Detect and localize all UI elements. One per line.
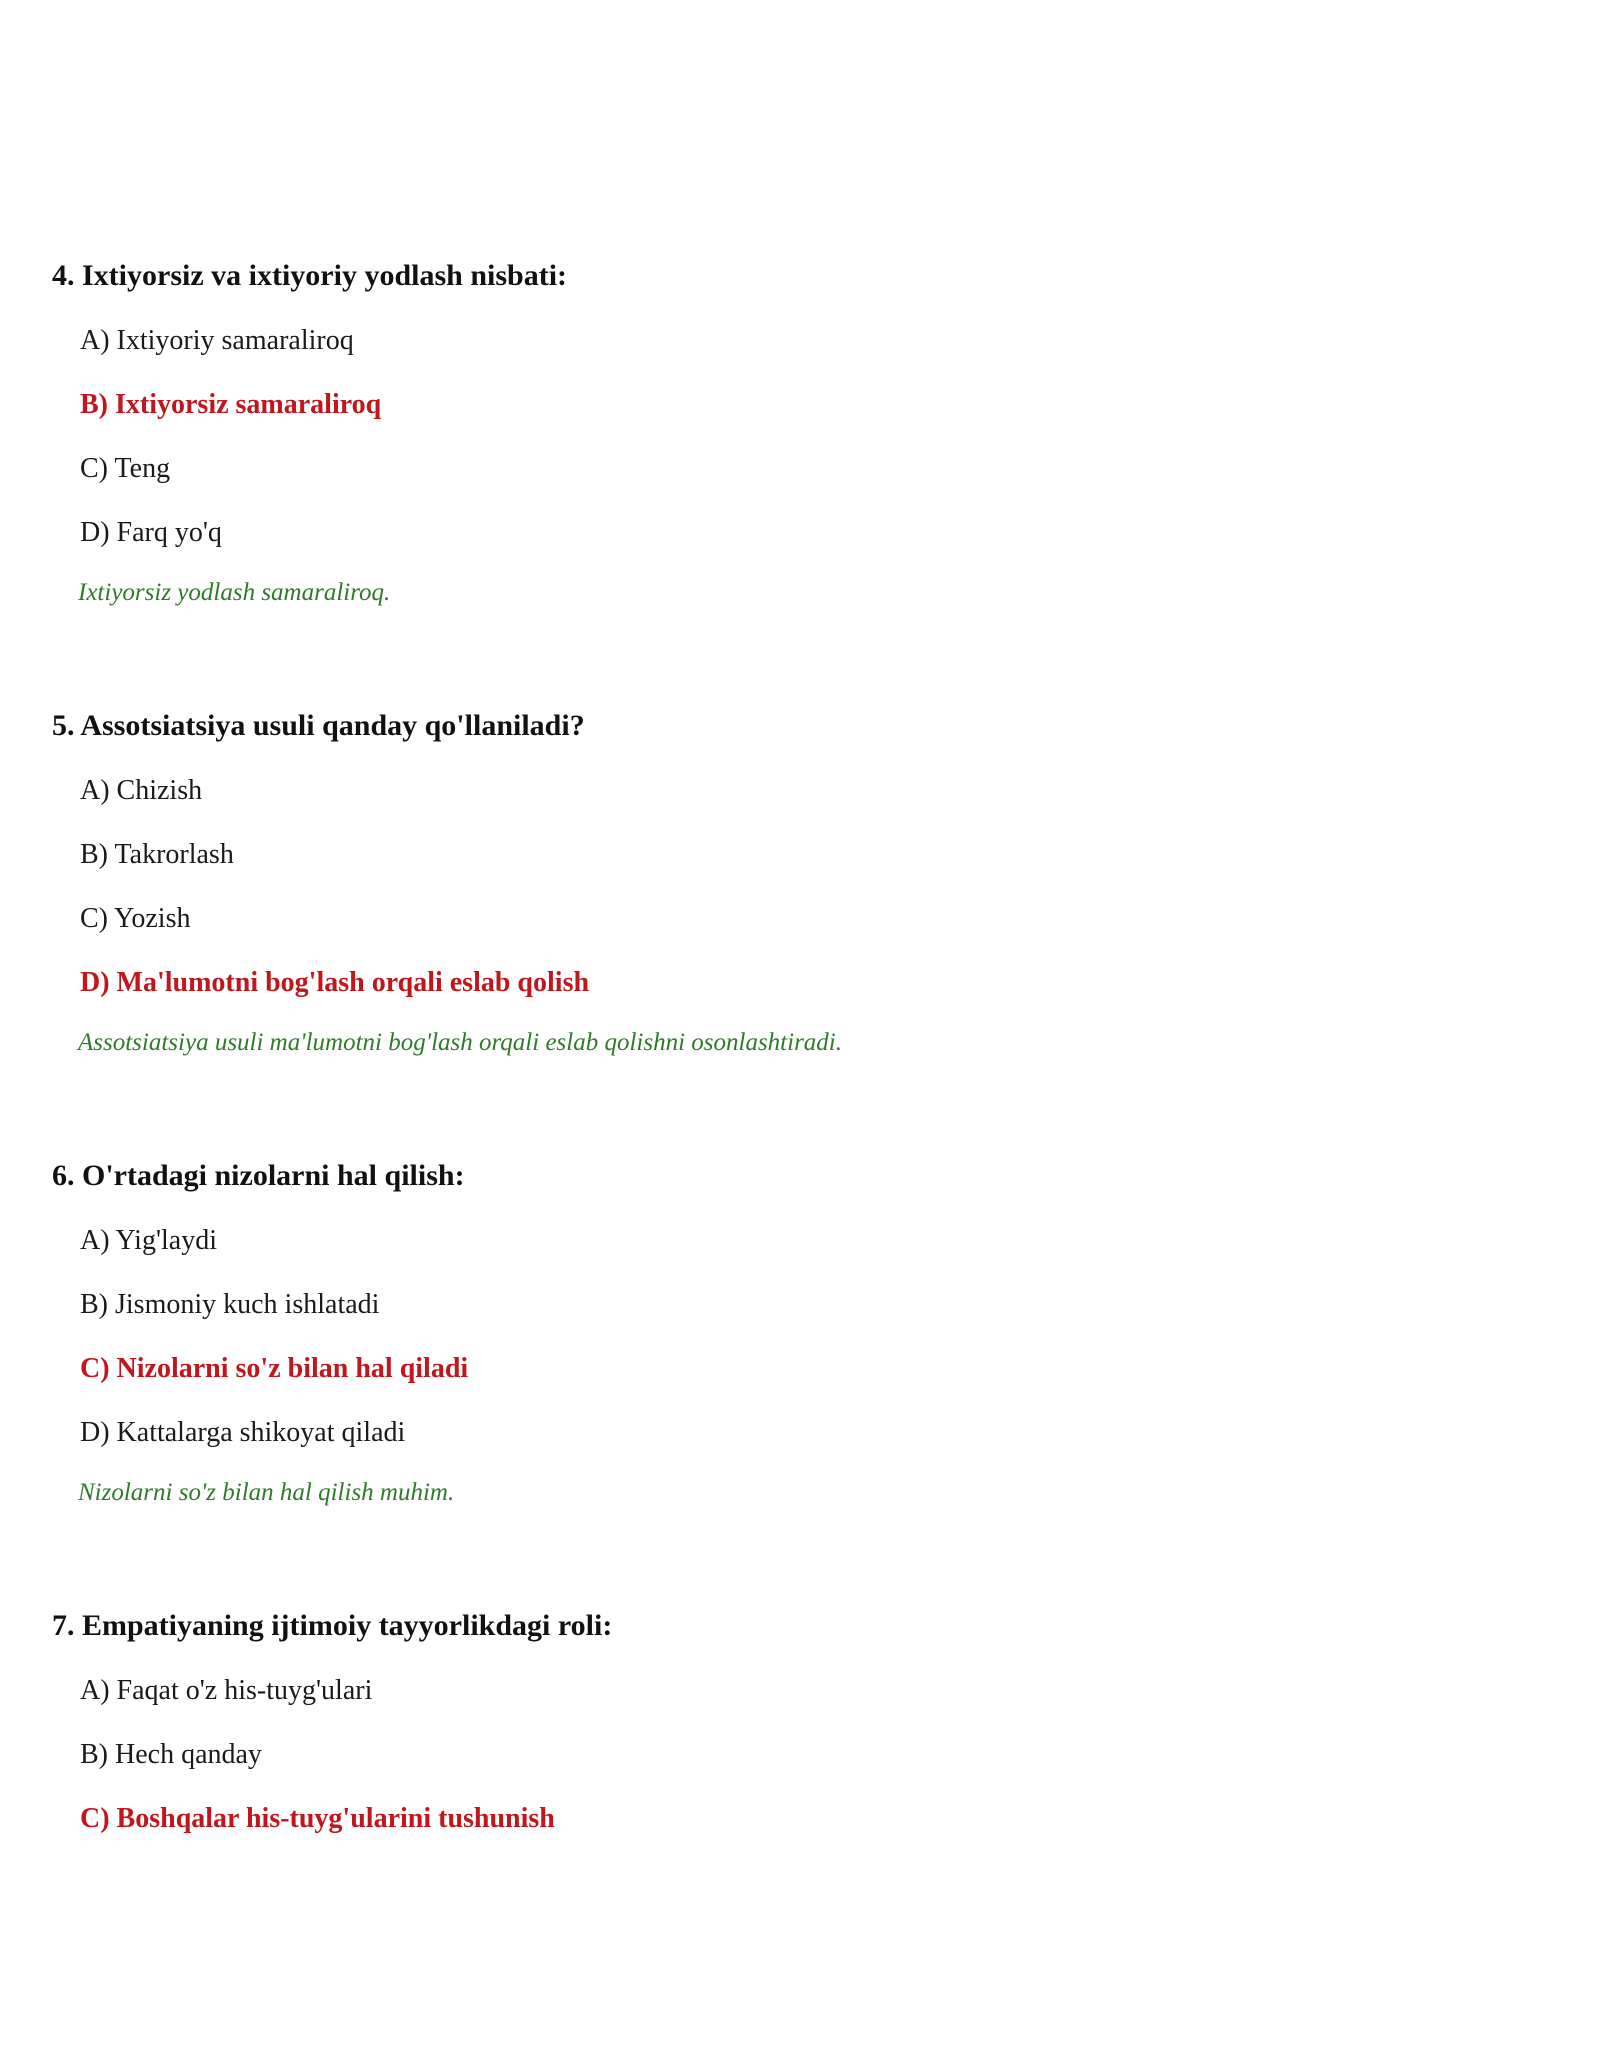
question-title: 7. Empatiyaning ijtimoiy tayyorlikdagi roli: [52, 1609, 613, 1642]
option-d: D) Farq yo'q [80, 517, 222, 548]
option-a: A) Faqat o'z his-tuyg'ulari [80, 1675, 373, 1706]
option-d: D) Kattalarga shikoyat qiladi [80, 1417, 406, 1448]
question-title: 4. Ixtiyorsiz va ixtiyoriy yodlash nisbati: [52, 259, 568, 292]
explanation-text: Assotsiatsiya usuli ma'lumotni bog'lash orqali eslab qolishni osonlashtiradi. [78, 1029, 843, 1056]
explanation-text: Nizolarni so'z bilan hal qilish muhim. [78, 1479, 455, 1506]
option-c: C) Teng [80, 453, 171, 484]
question-title: 5. Assotsiatsiya usuli qanday qo'llaniladi? [52, 709, 585, 742]
option-c-correct: C) Nizolarni so'z bilan hal qiladi [80, 1353, 469, 1384]
option-d-correct: D) Ma'lumotni bog'lash orqali eslab qolish [80, 967, 590, 998]
option-b: B) Hech qanday [80, 1739, 262, 1770]
question-7 [52, 1608, 1532, 1836]
option-a: A) Yig'laydi [80, 1225, 217, 1256]
option-a: A) Chizish [80, 775, 203, 806]
option-b: B) Jismoniy kuch ishlatadi [80, 1289, 380, 1320]
option-c-correct: C) Boshqalar his-tuyg'ularini tushunish [80, 1803, 555, 1834]
option-a: A) Ixtiyoriy samaraliroq [80, 325, 354, 356]
question-5 [52, 708, 1532, 1083]
option-c: C) Yozish [80, 903, 191, 934]
option-list [52, 774, 1532, 1000]
option-list [52, 1224, 1532, 1450]
option-b: B) Takrorlash [80, 839, 234, 870]
question-title: 6. O'rtadagi nizolarni hal qilish: [52, 1159, 465, 1192]
option-list [52, 1674, 1532, 1836]
question-6 [52, 1158, 1532, 1533]
explanation-text: Ixtiyorsiz yodlash samaraliroq. [78, 579, 391, 606]
option-b-correct: B) Ixtiyorsiz samaraliroq [80, 389, 382, 420]
question-4 [52, 258, 1532, 633]
option-list [52, 324, 1532, 550]
